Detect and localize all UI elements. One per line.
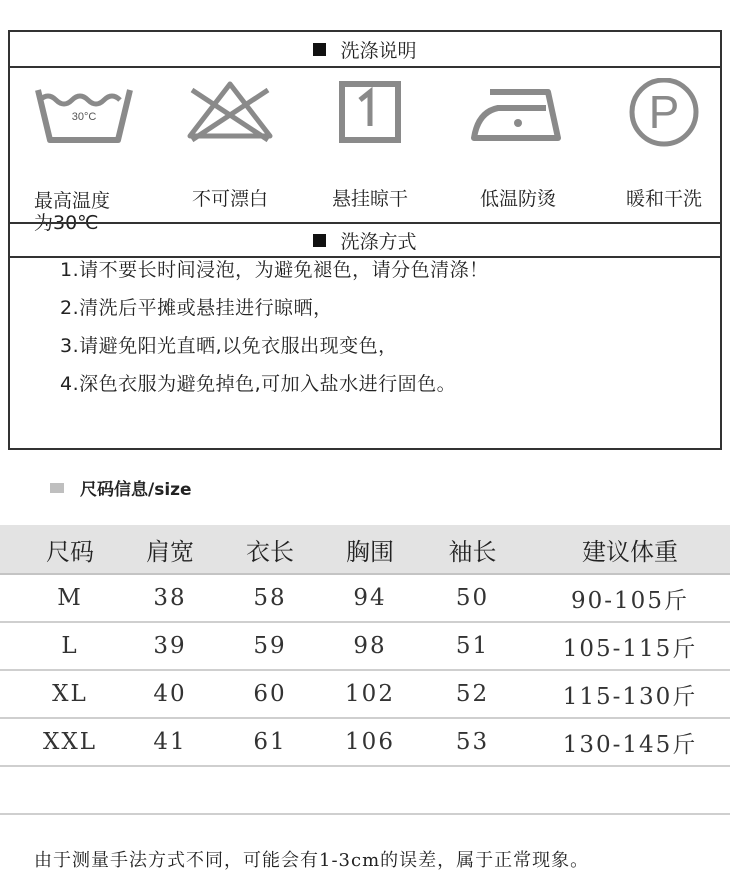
table-cell: 41 bbox=[153, 729, 187, 755]
gray-square-bullet-icon bbox=[50, 483, 64, 493]
table-cell: 59 bbox=[253, 633, 287, 659]
table-cell: XL bbox=[52, 681, 88, 707]
column-header: 袖长 bbox=[448, 537, 497, 566]
table-row bbox=[0, 575, 730, 623]
wash-temp-badge: 30°C bbox=[71, 111, 97, 123]
instructions-list bbox=[60, 256, 489, 408]
table-row bbox=[0, 719, 730, 767]
instruction-line: 3.请避免阳光直晒,以免衣服出现变色， bbox=[60, 335, 398, 357]
size-section-title bbox=[50, 475, 192, 500]
square-bullet-icon bbox=[313, 43, 326, 56]
table-cell: 105-115斤 bbox=[562, 635, 698, 662]
care-icons-row bbox=[10, 68, 720, 234]
table-row bbox=[0, 623, 730, 671]
dry-clean-badge: P bbox=[648, 86, 680, 138]
size-table bbox=[0, 525, 730, 815]
table-cell: 40 bbox=[153, 681, 187, 707]
table-cell: 61 bbox=[253, 729, 287, 755]
table-cell: 51 bbox=[455, 633, 490, 659]
empty-table-row bbox=[0, 767, 730, 815]
dry-clean-label: 暖和干洗 bbox=[625, 188, 702, 210]
square-bullet-icon bbox=[313, 234, 326, 247]
no-bleach-label: 不可漂白 bbox=[191, 188, 268, 210]
care-header-text: 洗涤说明 bbox=[340, 39, 417, 62]
table-cell: 115-130斤 bbox=[562, 683, 698, 710]
table-cell: 50 bbox=[455, 585, 490, 611]
size-table-header bbox=[0, 525, 730, 575]
low-iron-icon bbox=[468, 78, 568, 148]
care-item-no-bleach bbox=[160, 68, 300, 220]
hang-dry-icon bbox=[320, 78, 420, 148]
care-header bbox=[10, 32, 720, 68]
size-title-text: 尺码信息/size bbox=[80, 480, 192, 500]
no-bleach-icon bbox=[180, 78, 280, 148]
table-cell: 106 bbox=[345, 729, 395, 755]
column-header: 胸围 bbox=[346, 537, 394, 566]
instruction-line: 2.清洗后平摊或悬挂进行晾晒， bbox=[60, 297, 333, 319]
column-header: 衣长 bbox=[246, 537, 294, 566]
table-cell: 53 bbox=[455, 729, 490, 755]
table-cell: 39 bbox=[153, 633, 187, 659]
instruction-line: 4.深色衣服为避免掉色,可加入盐水进行固色。 bbox=[60, 373, 457, 395]
hang-dry-label: 悬挂晾干 bbox=[331, 188, 408, 210]
table-cell: 58 bbox=[253, 585, 287, 611]
column-header: 肩宽 bbox=[146, 537, 194, 566]
table-cell: 60 bbox=[253, 681, 287, 707]
table-cell: 52 bbox=[455, 681, 490, 707]
care-item-hang-dry bbox=[300, 68, 440, 220]
column-header: 建议体重 bbox=[582, 537, 678, 566]
table-cell: 98 bbox=[353, 633, 387, 659]
table-cell: M bbox=[57, 585, 83, 611]
method-header-text: 洗涤方式 bbox=[340, 230, 417, 253]
dry-clean-p-icon bbox=[614, 78, 714, 148]
table-cell: XXL bbox=[42, 729, 98, 755]
column-header: 尺码 bbox=[46, 537, 94, 566]
table-row bbox=[0, 671, 730, 719]
measurement-footnote: 由于测量手法方式不同，可能会有1-3cm的误差，属于正常现象。 bbox=[34, 850, 590, 871]
table-cell: 130-145斤 bbox=[562, 731, 698, 758]
care-item-dry-clean bbox=[594, 68, 730, 220]
method-header bbox=[10, 222, 720, 258]
care-item-wash bbox=[14, 68, 154, 234]
wash-label: 最高温度 为30℃ bbox=[34, 190, 111, 234]
table-cell: 38 bbox=[153, 585, 187, 611]
care-item-low-iron bbox=[448, 68, 588, 220]
table-cell: 102 bbox=[345, 681, 395, 707]
table-cell: L bbox=[61, 633, 79, 659]
wash-30-icon bbox=[34, 78, 134, 148]
table-cell: 94 bbox=[353, 585, 387, 611]
low-iron-label: 低温防烫 bbox=[479, 188, 556, 210]
instruction-line: 1.请不要长时间浸泡，为避免褪色，请分色清涤！ bbox=[60, 259, 489, 281]
table-cell: 90-105斤 bbox=[571, 587, 689, 614]
